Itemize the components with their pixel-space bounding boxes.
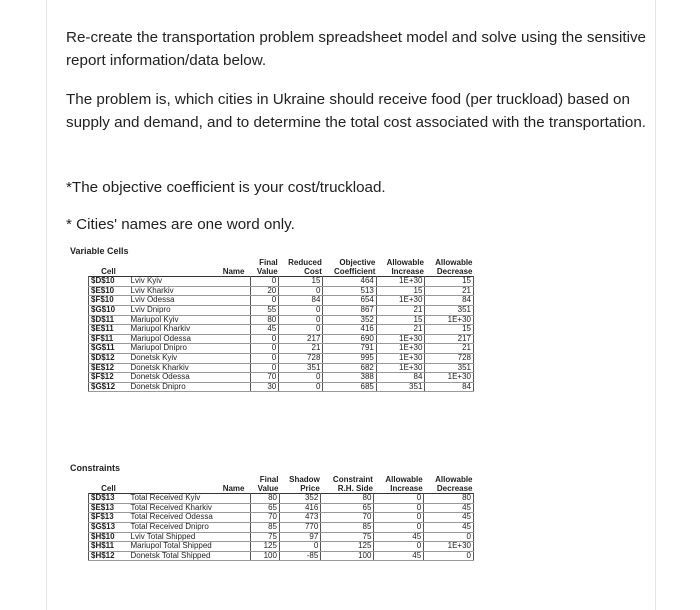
- allowable-decrease: 80: [424, 494, 474, 504]
- header-decrease: Decrease: [436, 483, 473, 493]
- cell-ref: $D$11: [89, 315, 129, 325]
- header-reduced: Reduced: [288, 258, 322, 267]
- col-4: 0: [279, 286, 323, 296]
- cell-ref: $G$12: [89, 382, 129, 392]
- cell-name: Mariupol Kharkiv: [129, 325, 251, 335]
- final-value: 0: [251, 277, 279, 287]
- col-4: 770: [279, 522, 320, 532]
- header-cell: Cell: [101, 266, 116, 276]
- header-allowable-inc: Allowable: [386, 258, 424, 267]
- col-5: 100: [321, 551, 374, 561]
- col-4: 351: [279, 363, 323, 373]
- final-value: 30: [251, 382, 279, 392]
- header-name: Name: [222, 266, 245, 276]
- cell-name: Mariupol Dnipro: [129, 344, 251, 354]
- final-value: 80: [251, 315, 279, 325]
- cell-ref: $G$13: [89, 522, 129, 532]
- header-allowable-dec: Allowable: [435, 475, 473, 484]
- allowable-increase: 1E+30: [376, 353, 425, 363]
- allowable-increase: 0: [374, 503, 424, 513]
- col-5: 685: [323, 382, 376, 392]
- col-4: 473: [279, 513, 320, 523]
- header-value: Value: [257, 483, 279, 493]
- allowable-increase: 1E+30: [376, 296, 425, 306]
- allowable-decrease: 45: [424, 522, 474, 532]
- allowable-increase: 0: [374, 522, 424, 532]
- allowable-decrease: 45: [424, 503, 474, 513]
- col-4: 97: [279, 532, 320, 542]
- allowable-decrease: 45: [424, 513, 474, 523]
- table-row: [89, 542, 474, 552]
- cell-name: Donetsk Kyiv: [129, 353, 251, 363]
- cell-name: Donetsk Odessa: [129, 373, 251, 383]
- allowable-decrease: 1E+30: [425, 373, 474, 383]
- col-5: 75: [321, 532, 374, 542]
- table-row: [89, 305, 474, 315]
- cell-name: Mariupol Kyiv: [129, 315, 251, 325]
- final-value: 0: [251, 344, 279, 354]
- table-row: [89, 277, 474, 287]
- final-value: 0: [251, 353, 279, 363]
- table-row: [89, 325, 474, 335]
- col-5: 125: [321, 542, 374, 552]
- col-4: 15: [279, 277, 323, 287]
- cell-name: Total Received Dnipro: [129, 522, 251, 532]
- variable-cells-table: [88, 259, 474, 392]
- final-value: 100: [251, 551, 280, 561]
- header-cost: Cost: [304, 266, 322, 276]
- header-final: Final: [259, 258, 278, 267]
- allowable-decrease: 728: [425, 353, 474, 363]
- table-row: [89, 344, 474, 354]
- allowable-decrease: 1E+30: [425, 315, 474, 325]
- cell-ref: $F$10: [89, 296, 129, 306]
- question-note-1: *The objective coefficient is your cost/truckload.: [66, 179, 386, 196]
- allowable-decrease: 0: [424, 551, 474, 561]
- cell-ref: $H$10: [89, 532, 129, 542]
- final-value: 65: [251, 503, 280, 513]
- col-4: 84: [279, 296, 323, 306]
- col-4: 0: [279, 315, 323, 325]
- col-5: 791: [323, 344, 376, 354]
- final-value: 70: [251, 373, 279, 383]
- final-value: 70: [251, 513, 280, 523]
- allowable-increase: 15: [376, 315, 425, 325]
- allowable-decrease: 0: [424, 532, 474, 542]
- allowable-increase: 15: [376, 286, 425, 296]
- col-5: 388: [323, 373, 376, 383]
- col-4: 0: [279, 325, 323, 335]
- cell-name: Donetsk Total Shipped: [129, 551, 251, 561]
- header-coefficient: Coefficient: [334, 266, 376, 276]
- header-allowable-inc: Allowable: [385, 475, 423, 484]
- final-value: 20: [251, 286, 279, 296]
- header-shadow: Shadow: [289, 475, 320, 484]
- cell-ref: $G$11: [89, 344, 129, 354]
- header-decrease: Decrease: [436, 266, 473, 276]
- allowable-decrease: 84: [425, 296, 474, 306]
- final-value: 55: [251, 305, 279, 315]
- col-4: -85: [279, 551, 320, 561]
- allowable-decrease: 351: [425, 363, 474, 373]
- col-4: 416: [279, 503, 320, 513]
- cell-ref: $D$12: [89, 353, 129, 363]
- col-5: 416: [323, 325, 376, 335]
- col-5: 690: [323, 334, 376, 344]
- allowable-increase: 45: [374, 532, 424, 542]
- cell-name: Lviv Total Shipped: [129, 532, 251, 542]
- col-5: 513: [323, 286, 376, 296]
- col-5: 654: [323, 296, 376, 306]
- table-row: [89, 522, 474, 532]
- cell-ref: $E$12: [89, 363, 129, 373]
- final-value: 75: [251, 532, 280, 542]
- allowable-increase: 21: [376, 325, 425, 335]
- variable-cells-title: Variable Cells: [70, 246, 129, 256]
- cell-ref: $E$11: [89, 325, 129, 335]
- col-5: 464: [323, 277, 376, 287]
- final-value: 0: [251, 296, 279, 306]
- header-increase: Increase: [391, 266, 424, 276]
- constraints-table: [88, 476, 474, 561]
- col-4: 0: [279, 382, 323, 392]
- question-paragraph-1: Re-create the transportation problem spreadsheet model and solve using the sensitive report information/data below.: [66, 29, 646, 69]
- allowable-increase: 1E+30: [376, 334, 425, 344]
- table-row: [89, 353, 474, 363]
- final-value: 0: [251, 334, 279, 344]
- allowable-increase: 1E+30: [376, 344, 425, 354]
- allowable-increase: 0: [374, 542, 424, 552]
- col-5: 867: [323, 305, 376, 315]
- header-constraint: Constraint: [332, 475, 373, 484]
- allowable-increase: 351: [376, 382, 425, 392]
- allowable-decrease: 217: [425, 334, 474, 344]
- constraints-title: Constraints: [70, 463, 121, 473]
- header-increase: Increase: [390, 483, 423, 493]
- allowable-decrease: 15: [425, 325, 474, 335]
- final-value: 80: [251, 494, 280, 504]
- allowable-decrease: 84: [425, 382, 474, 392]
- allowable-increase: 45: [374, 551, 424, 561]
- cell-name: Donetsk Kharkiv: [129, 363, 251, 373]
- header-cell: Cell: [101, 483, 116, 493]
- cell-ref: $H$12: [89, 551, 129, 561]
- table-row: [89, 382, 474, 392]
- final-value: 85: [251, 522, 280, 532]
- header-name: Name: [222, 483, 245, 493]
- allowable-increase: 1E+30: [376, 277, 425, 287]
- cell-name: Mariupol Odessa: [129, 334, 251, 344]
- cell-ref: $F$13: [89, 513, 129, 523]
- col-5: 995: [323, 353, 376, 363]
- allowable-increase: 1E+30: [376, 363, 425, 373]
- cell-ref: $D$10: [89, 277, 129, 287]
- cell-ref: $E$10: [89, 286, 129, 296]
- header-value: Value: [256, 266, 278, 276]
- col-4: 217: [279, 334, 323, 344]
- col-4: 0: [279, 373, 323, 383]
- cell-ref: $F$12: [89, 373, 129, 383]
- col-4: 352: [279, 494, 320, 504]
- col-4: 728: [279, 353, 323, 363]
- final-value: 45: [251, 325, 279, 335]
- allowable-increase: 21: [376, 305, 425, 315]
- cell-name: Total Received Odessa: [129, 513, 251, 523]
- cell-name: Total Received Kyiv: [129, 494, 251, 504]
- col-4: 0: [279, 542, 320, 552]
- allowable-decrease: 21: [425, 344, 474, 354]
- allowable-decrease: 1E+30: [424, 542, 474, 552]
- allowable-decrease: 15: [425, 277, 474, 287]
- allowable-increase: 84: [376, 373, 425, 383]
- final-value: 125: [251, 542, 280, 552]
- table-row: [89, 551, 474, 561]
- cell-name: Lviv Odessa: [129, 296, 251, 306]
- cell-ref: $F$11: [89, 334, 129, 344]
- col-5: 352: [323, 315, 376, 325]
- cell-name: Lviv Kyiv: [129, 277, 251, 287]
- header-price: Price: [300, 483, 320, 493]
- header-final: Final: [259, 475, 279, 484]
- cell-ref: $H$11: [89, 542, 129, 552]
- header-rhs: R.H. Side: [337, 483, 373, 493]
- table-row: [89, 494, 474, 504]
- allowable-increase: 0: [374, 513, 424, 523]
- cell-ref: $D$13: [89, 494, 129, 504]
- col-4: 0: [279, 305, 323, 315]
- cell-name: Total Received Kharkiv: [129, 503, 251, 513]
- cell-name: Lviv Kharkiv: [129, 286, 251, 296]
- allowable-decrease: 21: [425, 286, 474, 296]
- header-objective: Objective: [339, 258, 376, 267]
- col-5: 682: [323, 363, 376, 373]
- question-paragraph-2: The problem is, which cities in Ukraine should receive food (per truckload) based on supply and demand, and to determine the total cost associated with the transportation.: [66, 91, 647, 131]
- final-value: 0: [251, 363, 279, 373]
- col-5: 65: [321, 503, 374, 513]
- col-5: 85: [321, 522, 374, 532]
- cell-ref: $E$13: [89, 503, 129, 513]
- col-4: 21: [279, 344, 323, 354]
- col-5: 80: [321, 494, 374, 504]
- cell-name: Lviv Dnipro: [129, 305, 251, 315]
- allowable-decrease: 351: [425, 305, 474, 315]
- cell-ref: $G$10: [89, 305, 129, 315]
- col-5: 70: [321, 513, 374, 523]
- allowable-increase: 0: [374, 494, 424, 504]
- table-row: [89, 373, 474, 383]
- cell-name: Mariupol Total Shipped: [129, 542, 251, 552]
- header-allowable-dec: Allowable: [435, 258, 473, 267]
- cell-name: Donetsk Dnipro: [129, 382, 251, 392]
- question-note-2: * Cities' names are one word only.: [66, 216, 295, 233]
